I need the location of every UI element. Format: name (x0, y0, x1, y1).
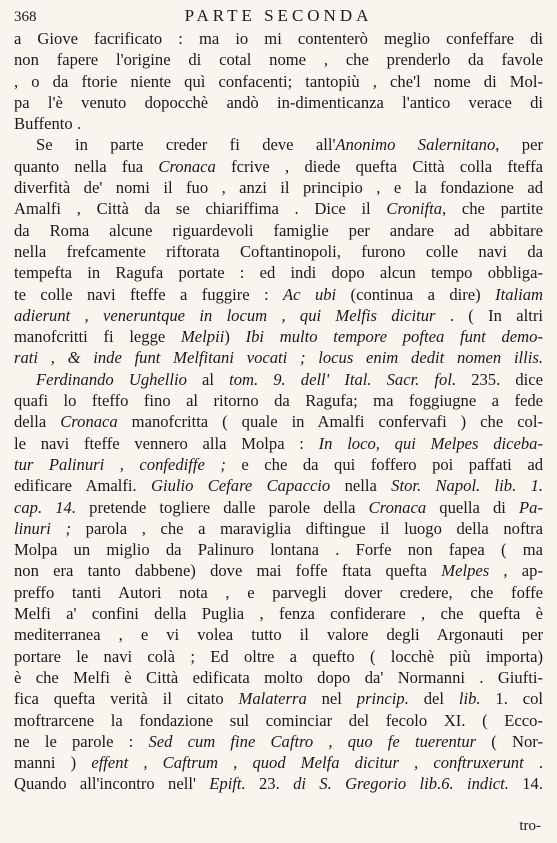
text-line (14, 156, 543, 177)
text-segment: , per (495, 135, 543, 155)
italic-segment: Ferdinando Ughellio (36, 369, 187, 389)
text-line (14, 454, 543, 475)
text-segment: manofcritti fi legge (14, 327, 181, 347)
text-segment: è che Melfi è Città edificata molto dopo da' Normanni . Giufti- (14, 667, 543, 687)
italic-segment: princip. (356, 689, 409, 709)
text-segment: nella (330, 476, 392, 496)
italic-segment: di S. Gregorio lib.6. indict. (293, 774, 509, 794)
text-segment: 23. (245, 774, 294, 794)
text-line (14, 305, 543, 326)
text-line (14, 220, 543, 241)
text-line (14, 688, 543, 709)
text-line (14, 49, 543, 70)
italic-segment: Stor. Napol. lib. 1. (391, 476, 543, 496)
text-line (14, 28, 543, 49)
italic-segment: Italiam (495, 284, 543, 304)
text-segment: ( Nor- (476, 731, 543, 751)
text-segment: quafi lo fteffo fino al ritorno da Ragufa; ma foggiugne a fede (14, 391, 543, 411)
text-line (14, 560, 543, 581)
italic-segment: Malaterra (238, 689, 307, 709)
italic-segment: Ac ubi (283, 284, 337, 304)
text-line (14, 92, 543, 113)
text-segment: del (408, 689, 459, 709)
italic-segment: In loco, qui Melpes diceba- (318, 433, 543, 453)
text-line (14, 773, 543, 794)
italic-segment: Epift. (209, 774, 246, 794)
italic-segment: Cronaca (368, 497, 427, 517)
text-line (14, 390, 543, 411)
italic-segment: adierunt , veneruntque in locum , qui Melfis dicitur (14, 305, 436, 325)
page-header (14, 6, 543, 28)
italic-segment: Sed cum fine Caftro , quo fe tuerentur (148, 731, 477, 751)
text-line (14, 71, 543, 92)
text-line (14, 731, 543, 752)
text-segment: Se in parte creder fi deve all' (36, 135, 336, 155)
text-line (14, 326, 543, 347)
text-line (14, 475, 543, 496)
italic-segment: linuri ; (14, 518, 72, 538)
text-segment: mediterranea , e vi volea tutto il valore degli Argonauti per (14, 625, 543, 645)
text-line (14, 624, 543, 645)
text-segment: , ap- (489, 561, 543, 581)
text-line (14, 241, 543, 262)
italic-segment: tom. 9. dell' Ital. Sacr. fol. (229, 369, 457, 389)
text-segment: nella frefcamente riftorata Coftantinopoli, furono colle navi da (14, 241, 543, 261)
text-segment: edificare Amalfi. (14, 476, 151, 496)
text-segment: (continua a dire) (336, 284, 496, 304)
text-segment: tempefta in Ragufa portate : ed indi dopo alcun tempo obbliga- (14, 263, 543, 283)
text-line (14, 603, 543, 624)
text-line (14, 284, 543, 305)
text-segment: Quando all'incontro nell' (14, 774, 210, 794)
text-segment: della (14, 412, 61, 432)
text-segment: da Roma alcune riguardevoli famiglie per andare ad abbitare (14, 220, 543, 240)
text-segment: , o da ftorie niente quì confacenti; tantopiù , che'l nome di Mol- (14, 71, 543, 91)
italic-segment: Giulio Cefare Capaccio (150, 476, 331, 496)
text-segment: moftrarcene la fondazione sul cominciar del fecolo XI. ( Ecco- (14, 710, 543, 730)
text-segment: parola , che a maraviglia diftingue il luogo della noftra (71, 518, 543, 538)
text-segment: Molpa un miglio da Palinuro lontana . Forfe non fapea ( ma (14, 540, 543, 560)
text-line (14, 134, 543, 155)
italic-segment: Melpes (441, 561, 490, 581)
italic-segment: effent , Caftrum , quod Melfa dicitur , conftruxerunt (91, 753, 524, 773)
text-segment: quanto nella fua (14, 156, 159, 176)
body-text (14, 28, 543, 795)
text-segment: 14. (508, 774, 543, 794)
text-segment: a Giove facrificato : ma io mi contenterò meglio confeffare di (14, 29, 543, 48)
text-segment: non fapere l'origine di cotal nome , che prenderlo da favole (14, 50, 543, 70)
italic-segment: tur Palinuri , confediffe ; (14, 454, 226, 474)
text-segment: e che da qui foffero poi paffati ad (225, 454, 543, 474)
italic-segment: Cronifta (386, 199, 443, 219)
text-line (14, 347, 543, 368)
text-segment: pretende togliere dalle parole della (76, 497, 369, 517)
italic-segment: rati , & inde funt Melfitani vocati ; locus enim dedit nomen illis. (14, 348, 543, 368)
text-segment: . (523, 753, 543, 773)
text-segment: fcrive , diede quefta Città colla fteffa (215, 156, 543, 176)
text-segment: . ( In altri (435, 305, 543, 325)
text-line (14, 369, 543, 390)
text-segment: Buffento . (14, 114, 81, 134)
text-segment: , che partite (442, 199, 543, 219)
text-line (14, 433, 543, 454)
text-segment: portare le navi colà ; Ed oltre a quefto ( locchè più importa) (14, 646, 543, 666)
text-segment: non era tanto dabbene) dove mai foffe ftata quefta (14, 561, 442, 581)
text-line (14, 518, 543, 539)
text-segment: 1. col (480, 689, 543, 709)
text-segment: nel (306, 689, 357, 709)
text-line (14, 262, 543, 283)
text-line (14, 177, 543, 198)
text-segment: Melfi a' confini della Puglia , fenza confiderare , che quefta è (14, 604, 543, 624)
italic-segment: Anonimo Salernitano (335, 135, 496, 155)
italic-segment: Melpii (180, 327, 225, 347)
catchword: tro- (519, 818, 541, 834)
page-number: 368 (14, 9, 37, 25)
text-line (14, 497, 543, 518)
italic-segment: Cronaca (60, 412, 118, 432)
italic-segment: Ibi multo tempore poftea funt demo- (245, 327, 543, 347)
text-segment: diverfità de' nomi il fuo , anzi il principio , e la fondazione ad (14, 178, 543, 198)
text-segment: manni ) (14, 753, 92, 773)
text-segment: 235. dice (456, 369, 543, 389)
text-line (14, 710, 543, 731)
text-line (14, 198, 543, 219)
text-line (14, 539, 543, 560)
text-line (14, 411, 543, 432)
text-segment: te colle navi fteffe a fuggire : (14, 284, 284, 304)
text-segment: le navi fteffe vennero alla Molpa : (14, 433, 319, 453)
text-segment: ) (224, 327, 246, 347)
running-title: PARTE SECONDA (184, 6, 373, 25)
italic-segment: Cronaca (158, 156, 216, 176)
italic-segment: cap. 14. (14, 497, 76, 517)
text-segment: Amalfi , Città da se chiariffima . Dice il (14, 199, 387, 219)
text-line (14, 582, 543, 603)
text-line (14, 113, 543, 134)
text-segment: ne le parole : (14, 731, 149, 751)
text-segment: manofcritta ( quale in Amalfi confervafi ) che col- (117, 412, 543, 432)
italic-segment: lib. (458, 689, 481, 709)
text-line (14, 752, 543, 773)
text-segment: quella di (426, 497, 520, 517)
text-segment: preffo tanti Autori nota , e parvegli dover credere, che foffe (14, 582, 543, 602)
text-segment: al (186, 369, 230, 389)
text-line (14, 667, 543, 688)
text-line (14, 646, 543, 667)
italic-segment: Pa- (519, 497, 543, 517)
text-segment: fica quefta verità il citato (14, 689, 239, 709)
text-segment: pa l'è venuto dopocchè andò in-dimenticanza l'antico verace di (14, 92, 543, 112)
